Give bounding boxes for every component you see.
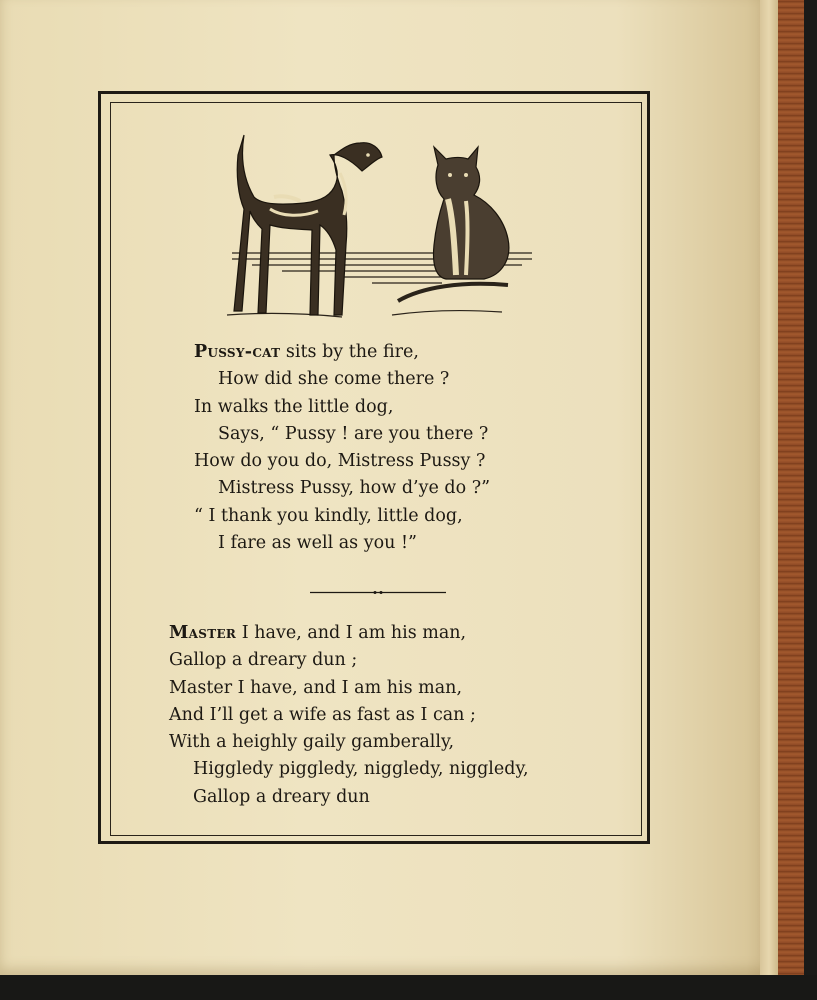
poem-line: How do you do, Mistress Pussy ? — [194, 451, 486, 472]
poem-line-text: I have, and I am his man, — [236, 623, 467, 643]
dog-and-cat-engraving — [222, 125, 542, 335]
poem-line: Gallop a dreary dun ; — [169, 650, 358, 671]
drop-word: Pussy-cat — [194, 342, 281, 362]
poem-pussy-cat — [194, 339, 490, 557]
poem-line: Says, “ Pussy ! are you there ? — [218, 423, 489, 444]
poem-line: Master I have, and I am his man, — [169, 677, 463, 698]
book-cover-edge — [778, 0, 804, 985]
background — [0, 975, 817, 1000]
poem-line: In walks the little dog, — [194, 396, 394, 417]
poem-line: Gallop a dreary dun — [193, 786, 370, 807]
poem-line: I fare as well as you !” — [218, 533, 417, 554]
poem-line — [194, 339, 490, 366]
cat-icon — [398, 147, 509, 301]
poem-line: And I’ll get a wife as fast as I can ; — [169, 704, 476, 725]
poem-master — [169, 620, 529, 811]
dog-icon — [234, 135, 382, 315]
poem-line: “ I thank you kindly, little dog, — [194, 505, 463, 526]
poem-line: Higgledy piggledy, niggledy, niggledy, — [193, 759, 529, 780]
section-divider — [310, 591, 446, 594]
poem-line-text: sits by the fire, — [280, 342, 419, 362]
poem-line: How did she come there ? — [218, 369, 450, 390]
poem-line: With a heighly gaily gamberally, — [169, 732, 455, 753]
poem-line: Mistress Pussy, how d’ye do ?” — [218, 478, 491, 499]
poem-line — [169, 620, 529, 647]
drop-word: Master — [169, 623, 237, 643]
